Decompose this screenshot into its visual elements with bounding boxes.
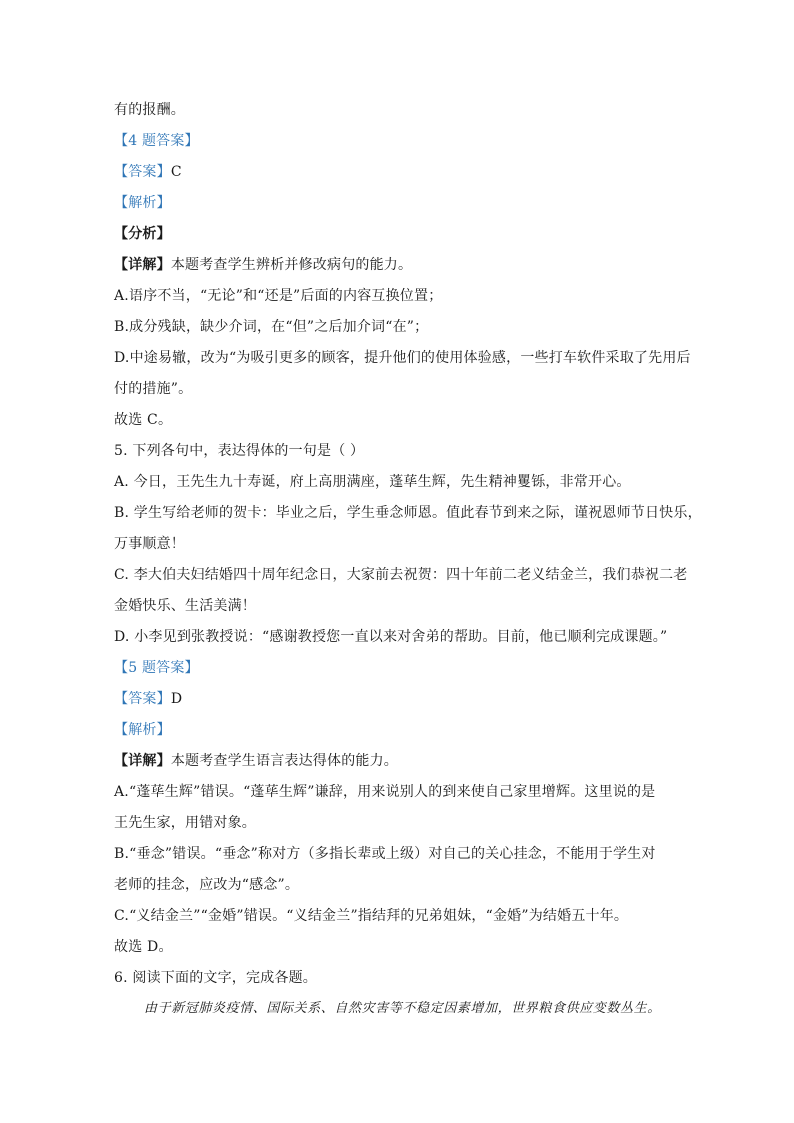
text-line: A.语序不当，“无论”和“还是”后面的内容互换位置；	[114, 288, 443, 304]
text-line: 有的报酬。	[114, 102, 185, 118]
heading-label: 4 题答案	[128, 133, 185, 149]
bracket-open: 【	[114, 195, 129, 211]
heading-label: 解析	[128, 195, 157, 211]
analysis-heading	[114, 255, 684, 275]
heading-text: D	[170, 691, 183, 707]
heading-label: 答案	[128, 164, 157, 180]
bracket-open: 【	[114, 257, 129, 273]
text-line: 付的措施”。	[114, 381, 193, 397]
text-line: B. 学生写给老师的贺卡：毕业之后，学生垂念师恩。值此春节到来之际，谨祝恩师节日快乐，	[114, 505, 702, 521]
heading-text: C	[170, 164, 182, 180]
text-line: B.成分残缺，缺少介词，在“但”之后加介词“在”；	[114, 319, 429, 335]
heading-label: 5 题答案	[128, 660, 185, 676]
bracket-close: 】	[156, 753, 171, 769]
text-line: 王先生家，用错对象。	[114, 815, 256, 831]
text-line: D.中途易辙，改为“为吸引更多的顾客，提升他们的使用体验感，一些打车软件采取了先用后	[114, 350, 691, 366]
heading-text: 本题考查学生语言表达得体的能力。	[170, 753, 399, 769]
bracket-close: 】	[156, 691, 171, 707]
analysis-heading	[114, 224, 684, 244]
answer-heading	[114, 658, 684, 678]
answer-heading	[114, 162, 684, 182]
bracket-close: 】	[156, 722, 171, 738]
text-line: A. 今日，王先生九十寿诞，府上高朋满座，蓬荜生辉，先生精神矍铄，非常开心。	[114, 474, 631, 490]
text-line: A.“蓬荜生辉”错误。“蓬荜生辉”谦辞，用来说别人的到来使自己家里增辉。这里说的是	[114, 784, 656, 800]
bracket-close: 】	[156, 226, 171, 242]
bracket-open: 【	[114, 164, 129, 180]
heading-label: 详解	[128, 257, 157, 273]
bracket-open: 【	[114, 133, 129, 149]
bracket-open: 【	[114, 660, 129, 676]
text-line: 故选 C。	[114, 412, 173, 428]
heading-label: 答案	[128, 691, 157, 707]
document-page	[114, 100, 702, 1030]
bracket-close: 】	[184, 133, 199, 149]
text-line: C. 李大伯夫妇结婚四十周年纪念日，大家前去祝贺：四十年前二老义结金兰，我们恭祝二老	[114, 567, 688, 583]
bracket-close: 】	[156, 257, 171, 273]
heading-label: 详解	[128, 753, 157, 769]
answer-heading	[114, 131, 684, 151]
text-line: 万事顺意！	[114, 536, 185, 552]
analysis-heading	[114, 751, 684, 771]
bracket-open: 【	[114, 226, 129, 242]
answer-heading	[114, 720, 684, 740]
bracket-close: 】	[156, 164, 171, 180]
heading-label: 解析	[128, 722, 157, 738]
text-line: 金婚快乐、生活美满！	[114, 598, 256, 614]
bracket-open: 【	[114, 722, 129, 738]
heading-text: 本题考查学生辨析并修改病句的能力。	[170, 257, 413, 273]
answer-heading	[114, 193, 684, 213]
text-line: 老师的挂念，应改为“感念”。	[114, 877, 300, 893]
text-line: B.“垂念”错误。“垂念”称对方（多指长辈或上级）对自己的关心挂念，不能用于学生对	[114, 846, 656, 862]
text-line: 6. 阅读下面的文字，完成各题。	[114, 970, 318, 986]
text-line: D. 小李见到张教授说：“感谢教授您一直以来对舍弟的帮助。目前，他已顺利完成课题。”	[114, 629, 668, 645]
bracket-open: 【	[114, 691, 129, 707]
bracket-close: 】	[156, 195, 171, 211]
text-line: 故选 D。	[114, 939, 173, 955]
heading-label: 分析	[128, 226, 157, 242]
passage-line: 由于新冠肺炎疫情、国际关系、自然灾害等不稳定因素增加，世界粮食供应变数丛生。	[144, 1001, 661, 1016]
bracket-open: 【	[114, 753, 129, 769]
text-line: C.“义结金兰”“金婚”错误。“义结金兰”指结拜的兄弟姐妹，“金婚”为结婚五十年。	[114, 908, 629, 924]
answer-heading	[114, 689, 684, 709]
text-line: 5. 下列各句中，表达得体的一句是（ ）	[114, 443, 365, 459]
bracket-close: 】	[184, 660, 199, 676]
